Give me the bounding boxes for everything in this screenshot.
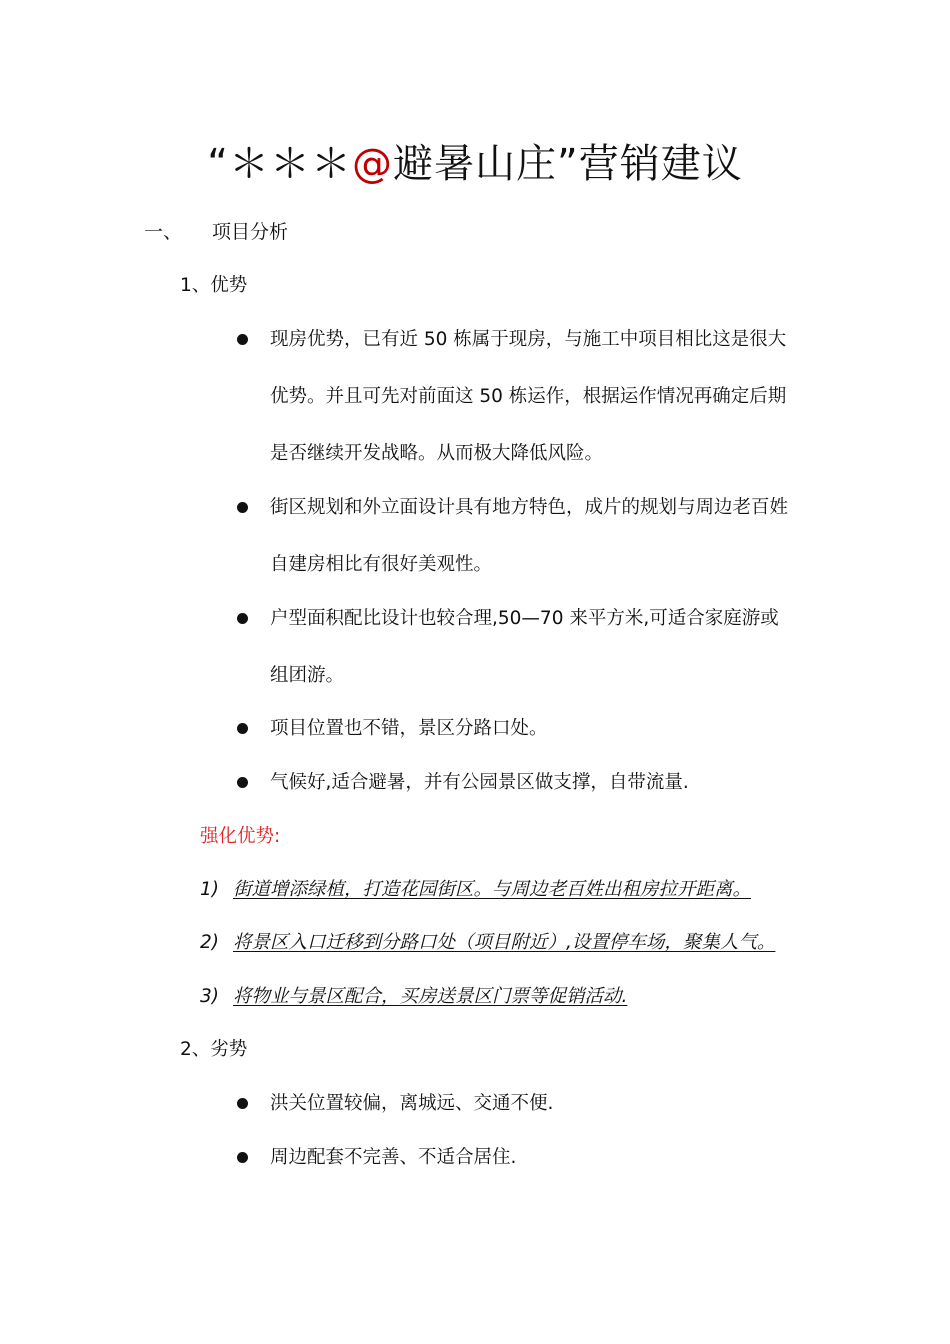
strengthen-item-number: 3) [200,986,219,1007]
advantage-line: 组团游。 [270,665,345,686]
strengthen-item [200,877,751,903]
advantage-line: 街区规划和外立面设计具有地方特色，成片的规划与周边老百姓 [270,497,789,518]
strengthen-heading: 强化优势: [200,826,281,847]
strengthen-item-number: 1) [200,879,219,900]
advantage-line: 现房优势，已有近 50 栋属于现房，与施工中项目相比这是很大 [270,329,787,350]
advantage-line: 户型面积配比设计也较合理,50—70 来平方米,可适合家庭游或 [270,608,779,629]
bullet-icon [237,1152,248,1163]
strengthen-item-text: 将景区入口迁移到分路口处（项目附近）,设置停车场，聚集人气。 [233,932,776,953]
strengthen-item-number: 2) [200,932,219,953]
disadvantages-heading: 2、劣势 [180,1039,248,1060]
strengthen-item-text: 街道增添绿植，打造花园街区。与周边老百姓出租房拉开距离。 [233,879,752,900]
strengthen-item [200,930,775,956]
disadvantage-line: 周边配套不完善、不适合居住. [270,1147,517,1168]
disadvantage-line: 洪关位置较偏，离城远、交通不便. [270,1093,554,1114]
strengthen-item [200,984,627,1010]
page-title: “＊＊＊@避暑山庄”营销建议 [207,141,743,187]
strengthen-item-text: 将物业与景区配合，买房送景区门票等促销活动. [233,986,628,1007]
bullet-icon [237,502,248,513]
section-heading: 项目分析 [212,221,289,243]
advantages-heading: 1、优势 [180,275,248,296]
bullet-icon [237,1098,248,1109]
bullet-icon [237,723,248,734]
section-number: 一、 [144,221,183,243]
advantage-line: 优势。并且可先对前面这 50 栋运作，根据运作情况再确定后期 [270,386,787,407]
bullet-icon [237,613,248,624]
advantage-line: 是否继续开发战略。从而极大降低风险。 [270,443,604,464]
bullet-icon [237,777,248,788]
advantage-line: 自建房相比有很好美观性。 [270,554,493,575]
bullet-icon [237,334,248,345]
title-at-symbol: @ [352,141,393,187]
advantage-line: 项目位置也不错，景区分路口处。 [270,718,548,739]
advantage-line: 气候好,适合避暑，并有公园景区做支撑，自带流量. [270,772,689,793]
